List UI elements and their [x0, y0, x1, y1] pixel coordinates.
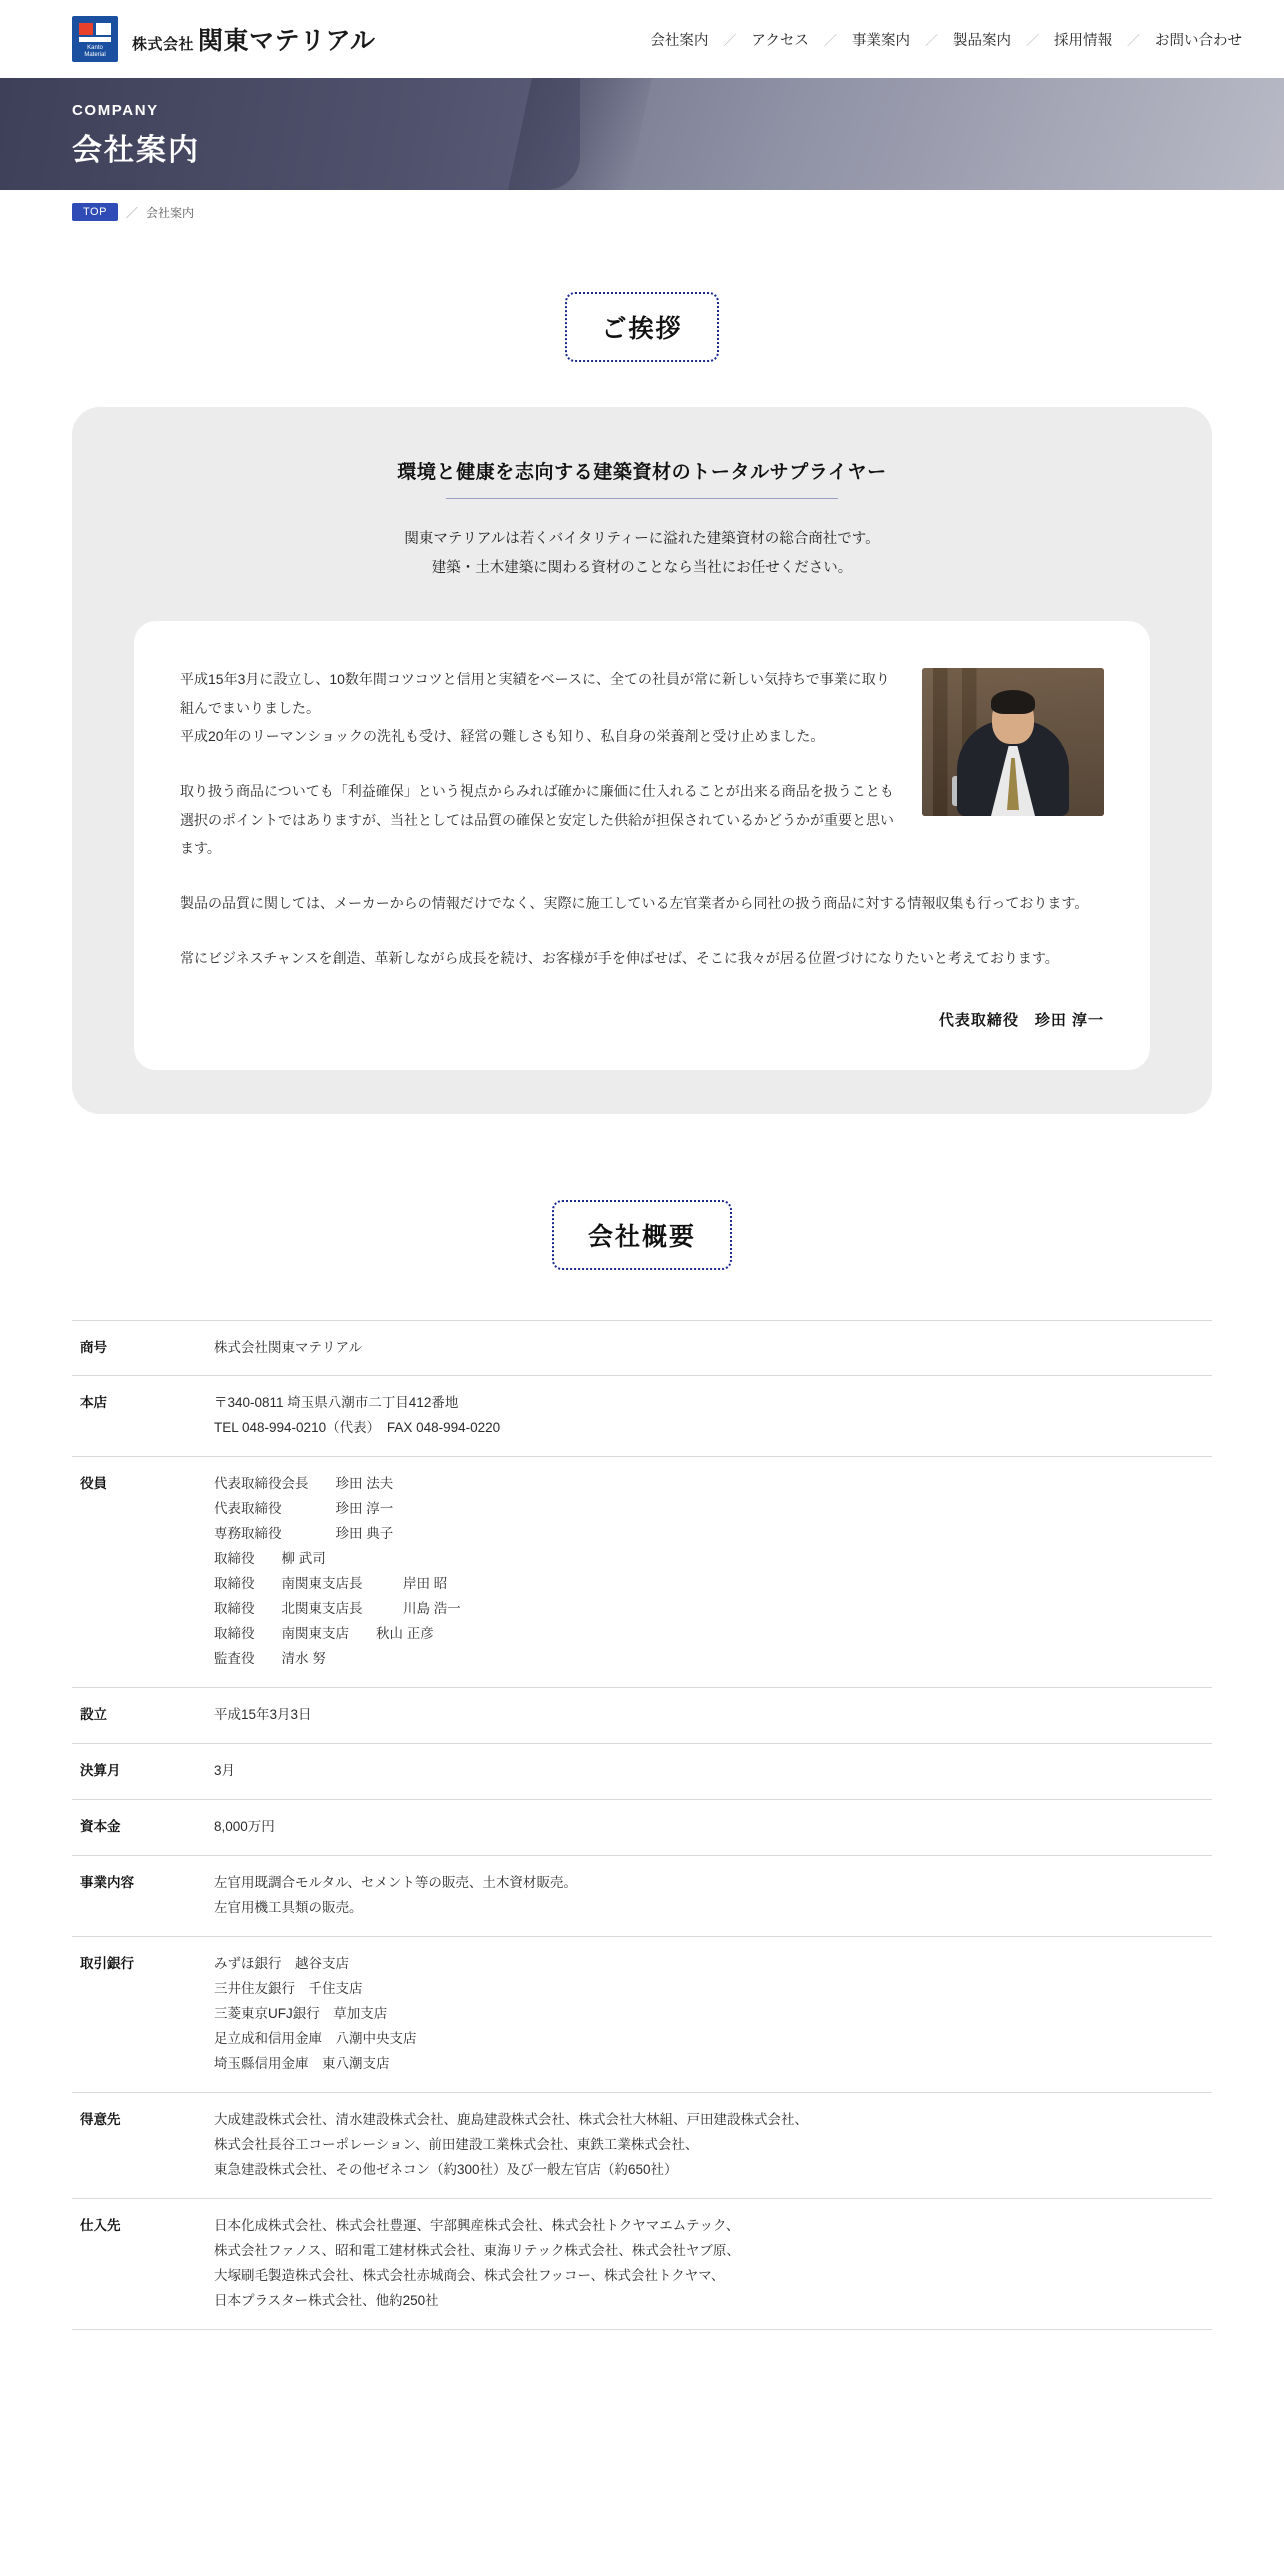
breadcrumb-top-link[interactable]: TOP: [72, 203, 118, 221]
overview-row-label: 仕入先: [80, 2217, 121, 2233]
overview-row-value-line: みずほ銀行 越谷支店: [214, 1956, 349, 1971]
overview-row-value-line: 株式会社長谷工コーポレーション、前田建設工業株式会社、東鉄工業株式会社、: [214, 2136, 699, 2152]
overview-row-label: 設立: [80, 1707, 107, 1723]
overview-row-label: 商号: [80, 1339, 107, 1355]
logo-company-main: 関東マテリアル: [198, 27, 376, 55]
page-title: 会社案内: [72, 134, 200, 167]
nav-item-recruit[interactable]: 採用情報: [1053, 32, 1112, 49]
logo-mark-icon: [72, 16, 118, 62]
hero-en-title: COMPANY: [72, 102, 159, 119]
president-photo: [922, 668, 1104, 816]
table-row: [72, 1688, 1212, 1744]
overview-row-value-line: 埼玉縣信用金庫 東八潮支店: [214, 2055, 390, 2071]
table-row: [72, 2092, 1212, 2198]
nav-item-contact[interactable]: お問い合わせ: [1155, 32, 1242, 49]
overview-row-value-line: 3月: [214, 1763, 236, 1779]
overview-row-label: 決算月: [80, 1763, 121, 1779]
greeting-headline: 環境と健康を志向する建築資材のトータルサプライヤー: [397, 462, 887, 483]
overview-row-value-line: 取締役 南関東支店 秋山 正彦: [214, 1626, 434, 1642]
logo-company-small: 株式会社: [132, 36, 195, 53]
nav-item-business[interactable]: 事業案内: [851, 32, 910, 49]
logo-text: [132, 21, 376, 57]
overview-row-value: [200, 1800, 1212, 1856]
overview-row-value-line: TEL 048-994-0210（代表） FAX 048-994-0220: [214, 1420, 501, 1436]
overview-section-title: 会社概要: [552, 1200, 732, 1270]
nav-item-company[interactable]: 会社案内: [650, 32, 709, 49]
table-row: [72, 1376, 1212, 1457]
overview-row-value-line: 取締役 南関東支店長 岸田 昭: [214, 1576, 448, 1592]
table-row: [72, 1744, 1212, 1800]
logo-mark-line2: Material: [84, 52, 106, 58]
overview-row-label: 本店: [80, 1395, 107, 1411]
table-row: [72, 1937, 1212, 2093]
greeting-divider: [446, 498, 838, 499]
greeting-lead-line1: 関東マテリアルは若くバイタリティーに溢れた建築資材の総合商社です。: [404, 531, 880, 547]
table-row: [72, 1457, 1212, 1688]
overview-row-label: 資本金: [80, 1819, 121, 1835]
overview-row-value-line: 8,000万円: [214, 1819, 275, 1835]
logo-mark-line1: Kanto: [87, 45, 103, 51]
greeting-section-title: ご挨拶: [565, 292, 718, 362]
table-row: [72, 1320, 1212, 1376]
overview-row-value: [200, 1457, 1212, 1688]
greeting-paragraph-3: 製品の品質に関しては、メーカーからの情報だけでなく、実際に施工している左官業者から同社の扱う商品に対する情報収集も行っております。: [180, 895, 1089, 912]
greeting-message-box: [134, 621, 1150, 1070]
breadcrumb-separator: ／: [125, 205, 138, 220]
nav-separator: ／: [823, 32, 837, 48]
overview-row-value-line: 日本化成株式会社、株式会社豊運、宇部興産株式会社、株式会社トクヤマエムテック、: [214, 2217, 740, 2233]
greeting-signature: 代表取締役 珍田 淳一: [938, 1011, 1104, 1029]
breadcrumb-current: 会社案内: [145, 205, 194, 220]
nav-separator: ／: [1025, 32, 1039, 48]
overview-row-value-line: 左官用機工具類の販売。: [214, 1900, 363, 1916]
overview-row-value-line: 日本プラスター株式会社、他約250社: [214, 2292, 439, 2308]
overview-row-value-line: 大塚刷毛製造株式会社、株式会社赤城商会、株式会社フッコー、株式会社トクヤマ、: [214, 2267, 725, 2283]
overview-row-value-line: 取締役 北関東支店長 川島 浩一: [214, 1601, 461, 1617]
overview-row-value-line: 足立成和信用金庫 八潮中央支店: [214, 2030, 417, 2046]
table-row: [72, 1800, 1212, 1856]
overview-row-value: [200, 1937, 1212, 2093]
greeting-card: [72, 407, 1212, 1114]
breadcrumb: [0, 190, 1284, 234]
overview-row-value-line: 左官用既調合モルタル、セメント等の販売、土木資材販売。: [214, 1875, 577, 1891]
nav-separator: ／: [723, 32, 737, 48]
greeting-paragraph-1: 平成15年3月に設立し、10数年間コツコツと信用と実績をベースに、全ての社員が常に新しい気持ちで事業に取り組んでまいりました。 平成20年のリーマンショックの洗礼も受け、経営の難しさも知り、私自身の栄養剤と受け止めました。: [180, 671, 890, 745]
nav-separator: ／: [924, 32, 938, 48]
nav-separator: ／: [1126, 32, 1140, 48]
overview-row-value-line: 株式会社ファノス、昭和電工建材株式会社、東海リテック株式会社、株式会社ヤブ原、: [214, 2242, 740, 2258]
overview-row-value-line: 株式会社関東マテリアル: [214, 1339, 362, 1355]
greeting-lead: [72, 525, 1212, 583]
table-row: [72, 1856, 1212, 1937]
overview-row-label: 得意先: [80, 2111, 121, 2127]
page-hero: [0, 78, 1284, 190]
overview-section-head: [0, 1200, 1284, 1270]
overview-row-value-line: 平成15年3月3日: [214, 1707, 312, 1723]
company-overview-table-wrap: [72, 1320, 1212, 2330]
site-header: [0, 0, 1284, 78]
overview-row-value: [200, 1688, 1212, 1744]
overview-row-value-line: 東急建設株式会社、その他ゼネコン（約300社）及び一般左官店（約650社）: [214, 2161, 678, 2177]
overview-row-value-line: 三菱東京UFJ銀行 草加支店: [214, 2005, 388, 2021]
company-overview-table: [72, 1320, 1212, 2330]
overview-row-value: [200, 1856, 1212, 1937]
overview-row-label: 役員: [80, 1476, 107, 1492]
table-row: [72, 2198, 1212, 2329]
nav-item-access[interactable]: アクセス: [751, 32, 809, 49]
site-logo[interactable]: [72, 16, 376, 62]
main-nav: [648, 29, 1244, 50]
hero-title-group: [72, 102, 200, 169]
overview-row-value-line: 取締役 柳 武司: [214, 1551, 326, 1567]
overview-row-value-line: 〒340-0811 埼玉県八潮市二丁目412番地: [214, 1395, 459, 1411]
overview-row-label: 取引銀行: [80, 1956, 134, 1971]
overview-row-value-line: 代表取締役会長 珍田 法夫: [214, 1476, 394, 1492]
overview-row-value: [200, 2198, 1212, 2329]
greeting-paragraph-4: 常にビジネスチャンスを創造、革新しながら成長を続け、お客様が手を伸ばせば、そこに我々が居る位置づけになりたいと考えております。: [180, 949, 1059, 966]
overview-row-value: [200, 1744, 1212, 1800]
overview-row-value-line: 専務取締役 珍田 典子: [214, 1526, 394, 1542]
overview-row-value-line: 監査役 清水 努: [214, 1651, 326, 1667]
overview-row-value-line: 大成建設株式会社、清水建設株式会社、鹿島建設株式会社、株式会社大林組、戸田建設株式会社、: [214, 2111, 808, 2127]
overview-row-value-line: 三井住友銀行 千住支店: [214, 1980, 363, 1996]
greeting-section-head: [0, 292, 1284, 362]
nav-item-products[interactable]: 製品案内: [952, 32, 1011, 49]
overview-row-value-line: 代表取締役 珍田 淳一: [214, 1501, 394, 1517]
overview-row-value: [200, 2092, 1212, 2198]
overview-row-label: 事業内容: [80, 1875, 134, 1891]
overview-row-value: [200, 1320, 1212, 1376]
greeting-lead-line2: 建築・土木建築に関わる資材のことなら当社にお任せください。: [431, 560, 853, 576]
overview-row-value: [200, 1376, 1212, 1457]
greeting-paragraph-2: 取り扱う商品についても「利益確保」という視点からみれば確かに廉価に仕入れることが出来る商品を扱うことも選択のポイントではありますが、当社としては品質の確保と安定した供給が担保されているかどうかが重要と思います。: [180, 783, 894, 857]
